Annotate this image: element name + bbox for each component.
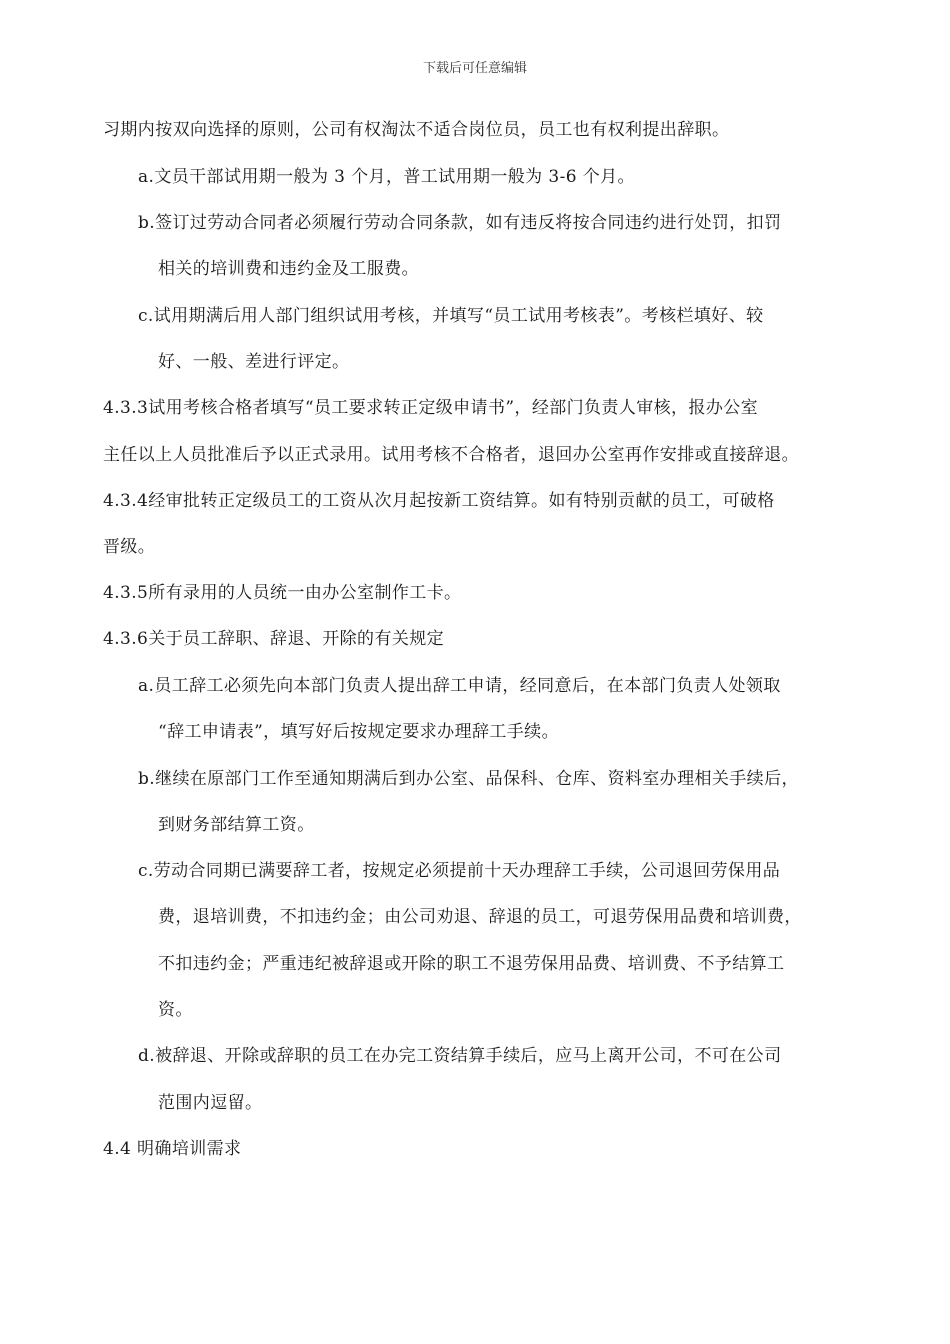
- list-item-a-continued: “辞工申请表”，填写好后按规定要求办理辞工手续。: [158, 722, 559, 742]
- list-item-b: b.签订过劳动合同者必须履行劳动合同条款，如有违反将按合同违约进行处罚，扣罚: [138, 213, 782, 233]
- page-header: 下载后可任意编辑: [422, 61, 527, 76]
- list-item-d: d.被辞退、开除或辞职的员工在办完工资结算手续后，应马上离开公司，不可在公司: [138, 1046, 782, 1066]
- list-item-c: c.试用期满后用人部门组织试用考核，并填写“员工试用考核表”。考核栏填好、较: [138, 306, 764, 326]
- list-item-c-continued: 不扣违约金；严重违纪被辞退或开除的职工不退劳保用品费、培训费、不予结算工: [158, 954, 785, 974]
- section-4-3-4: 4.3.4经审批转正定级员工的工资从次月起按新工资结算。如有特别贡献的员工，可破格: [103, 491, 775, 511]
- list-item-c: c.劳动合同期已满要辞工者，按规定必须提前十天办理辞工手续，公司退回劳保用品: [138, 861, 781, 881]
- list-item-a: a.文员干部试用期一般为 3 个月，普工试用期一般为 3-6 个月。: [138, 167, 635, 187]
- list-item-b: b.继续在原部门工作至通知期满后到办公室、品保科、仓库、资料室办理相关手续后，: [138, 769, 799, 789]
- section-4-3-3-continued: 主任以上人员批准后予以正式录用。试用考核不合格者，退回办公室再作安排或直接辞退。: [103, 445, 799, 465]
- section-4-3-4-continued: 晋级。: [103, 537, 156, 557]
- section-4-3-6: 4.3.6关于员工辞职、辞退、开除的有关规定: [103, 629, 445, 649]
- section-4-3-5: 4.3.5所有录用的人员统一由办公室制作工卡。: [103, 583, 462, 603]
- list-item-c-continued: 好、一般、差进行评定。: [158, 352, 350, 372]
- list-item-d-continued: 范围内逗留。: [158, 1093, 263, 1113]
- list-item-b-continued: 到财务部结算工资。: [158, 815, 315, 835]
- paragraph-line: 习期内按双向选择的原则，公司有权淘汰不适合岗位员，员工也有权利提出辞职。: [103, 120, 730, 140]
- list-item-c-continued: 资。: [158, 1000, 193, 1020]
- section-4-4-heading: 4.4 明确培训需求: [103, 1139, 242, 1159]
- list-item-b-continued: 相关的培训费和违约金及工服费。: [158, 259, 419, 279]
- list-item-a: a.员工辞工必须先向本部门负责人提出辞工申请，经同意后，在本部门负责人处领取: [138, 676, 781, 696]
- section-4-3-3: 4.3.3试用考核合格者填写“员工要求转正定级申请书”，经部门负责人审核，报办公室: [103, 398, 759, 418]
- list-item-c-continued: 费，退培训费，不扣违约金；由公司劝退、辞退的员工，可退劳保用品费和培训费，: [158, 907, 802, 927]
